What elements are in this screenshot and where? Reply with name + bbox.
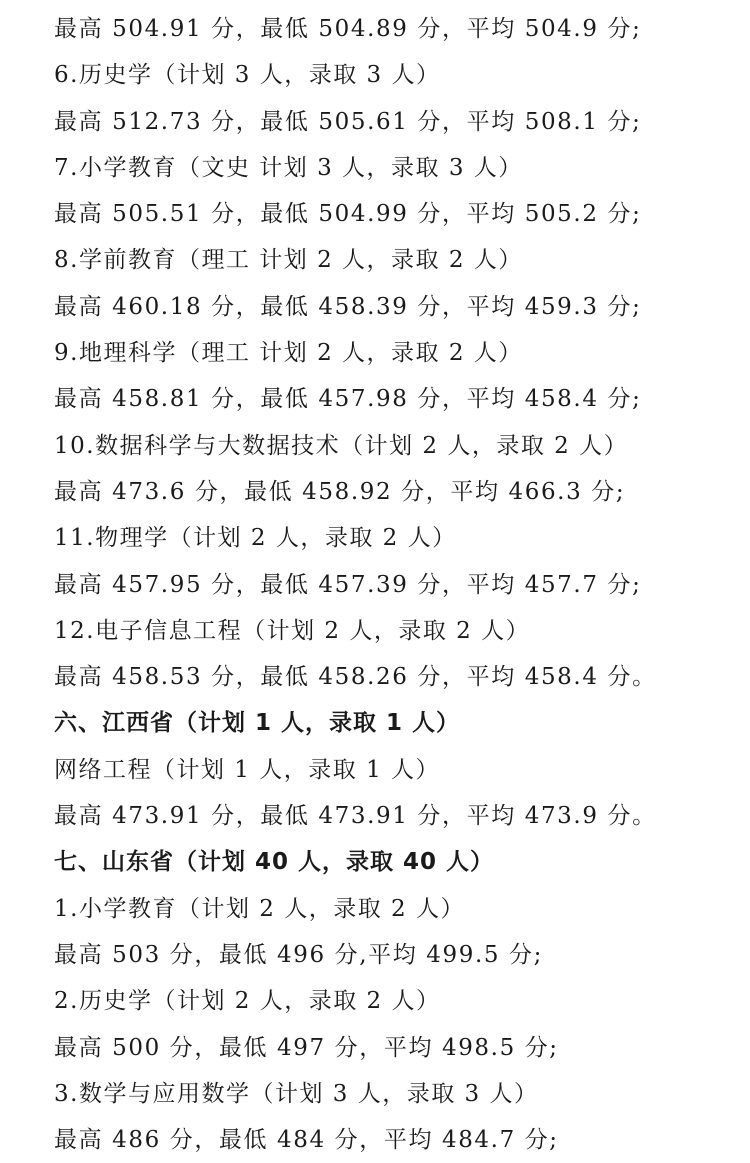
score-line-2: 最高 512.73 分，最低 505.61 分，平均 508.1 分; <box>54 108 642 135</box>
document-body <box>54 6 744 1163</box>
score-line-10: 最高 503 分，最低 496 分,平均 499.5 分; <box>54 941 543 968</box>
score-line-5: 最高 458.81 分，最低 457.98 分，平均 458.4 分; <box>54 386 642 413</box>
major-line-physics: 11.物理学（计划 2 人，录取 2 人） <box>54 525 457 552</box>
major-line-electronic-engineering: 12.电子信息工程（计划 2 人，录取 2 人） <box>54 617 531 644</box>
major-line-history: 6.历史学（计划 3 人，录取 3 人） <box>54 62 441 89</box>
section-heading-jiangxi: 六、江西省（计划 1 人，录取 1 人） <box>54 710 461 737</box>
score-line-6: 最高 473.6 分，最低 458.92 分，平均 466.3 分; <box>54 478 626 505</box>
score-line-1: 最高 504.91 分，最低 504.89 分，平均 504.9 分; <box>54 16 642 42</box>
major-line-primary-education-shandong: 1.小学教育（计划 2 人，录取 2 人） <box>54 895 465 922</box>
score-line-8: 最高 458.53 分，最低 458.26 分，平均 458.4 分。 <box>54 664 657 691</box>
score-line-12: 最高 486 分，最低 484 分，平均 484.7 分; <box>54 1127 559 1154</box>
major-line-primary-education: 7.小学教育（文史 计划 3 人，录取 3 人） <box>54 154 523 181</box>
major-line-preschool-education: 8.学前教育（理工 计划 2 人，录取 2 人） <box>54 247 523 274</box>
major-line-network-engineering: 网络工程（计划 1 人，录取 1 人） <box>54 756 441 783</box>
major-line-mathematics: 3.数学与应用数学（计划 3 人，录取 3 人） <box>54 1080 539 1107</box>
score-line-9: 最高 473.91 分，最低 473.91 分，平均 473.9 分。 <box>54 803 657 830</box>
major-line-geography: 9.地理科学（理工 计划 2 人，录取 2 人） <box>54 340 523 367</box>
major-line-data-science: 10.数据科学与大数据技术（计划 2 人，录取 2 人） <box>54 432 629 459</box>
score-line-3: 最高 505.51 分，最低 504.99 分，平均 505.2 分; <box>54 201 642 228</box>
score-line-11: 最高 500 分，最低 497 分，平均 498.5 分; <box>54 1034 559 1061</box>
score-line-4: 最高 460.18 分，最低 458.39 分，平均 459.3 分; <box>54 293 642 320</box>
major-line-history-shandong: 2.历史学（计划 2 人，录取 2 人） <box>54 988 441 1015</box>
section-heading-shandong: 七、山东省（计划 40 人，录取 40 人） <box>54 849 495 876</box>
score-line-7: 最高 457.95 分，最低 457.39 分，平均 457.7 分; <box>54 571 642 598</box>
